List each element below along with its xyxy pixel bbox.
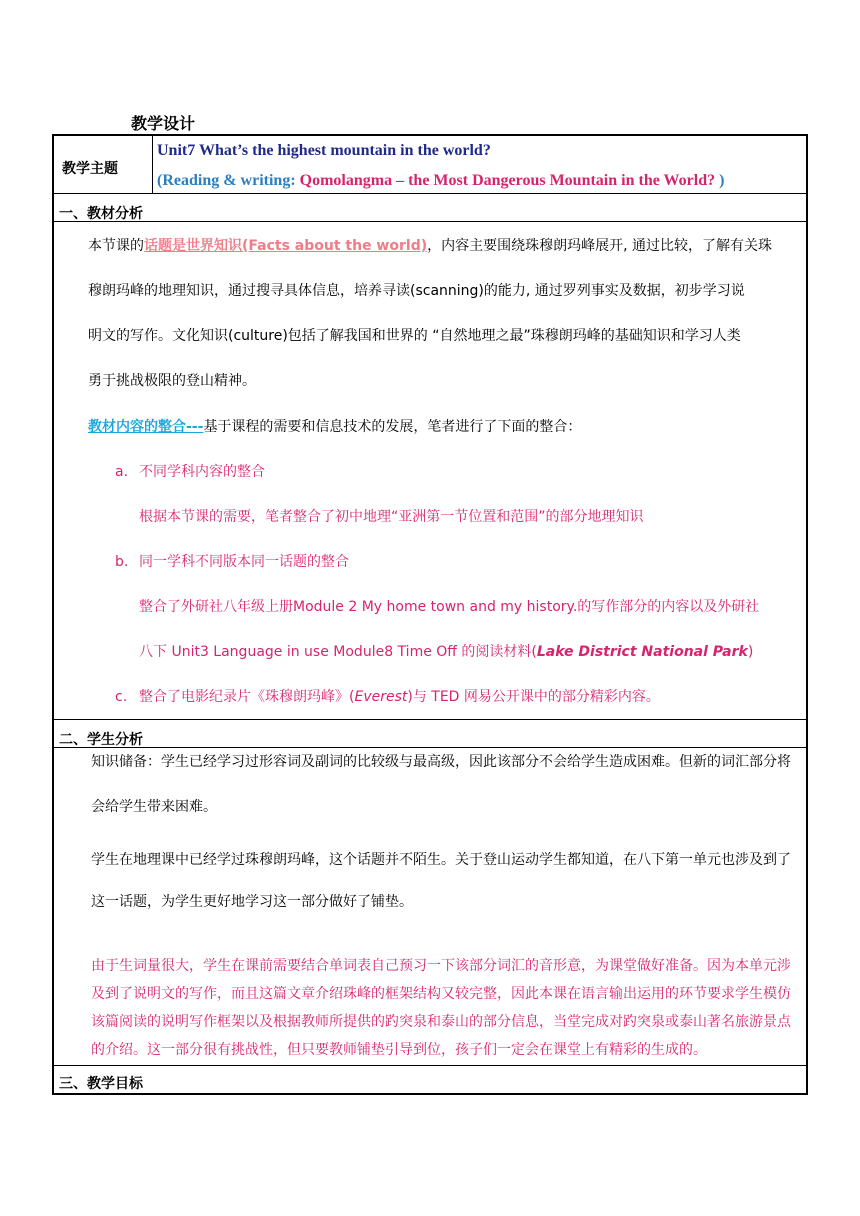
list-item-detail bbox=[139, 642, 753, 662]
section-heading: 一、教材分析 bbox=[59, 206, 143, 222]
topic-line1: Unit7 What’s the highest mountain in the world? bbox=[157, 142, 491, 159]
row-divider bbox=[54, 747, 806, 748]
row-divider bbox=[54, 719, 806, 720]
paragraph-line: 知识储备：学生已经学习过形容词及副词的比较级与最高级，因此该部分不会给学生造成困难。但新的词汇部分将 bbox=[91, 754, 791, 770]
paragraph-line: 及到了说明文的写作，而且这篇文章介绍珠峰的框架结构又较完整，因此本课在语言输出运用的环节要求学生模仿 bbox=[91, 986, 791, 1002]
text-span: 整合了电影纪录片《珠穆朗玛峰》( bbox=[139, 689, 355, 705]
row-divider bbox=[54, 193, 806, 194]
paragraph-line: 会给学生带来困难。 bbox=[91, 799, 217, 815]
document-title: 教学设计 bbox=[131, 114, 196, 133]
lesson-plan-table bbox=[52, 134, 808, 1095]
list-item-title: 不同学科内容的整合 bbox=[139, 464, 265, 480]
row-divider bbox=[54, 1065, 806, 1066]
paragraph-line: 由于生词量很大，学生在课前需要结合单词表自己预习一下该部分词汇的音形意，为课堂做好准备。因为本单元涉 bbox=[91, 958, 791, 974]
topic-line2-open: (Reading & writing: bbox=[157, 172, 300, 189]
integration-line bbox=[88, 417, 581, 437]
paragraph-line bbox=[88, 236, 772, 256]
text-span: ，内容主要围绕珠穆朗玛峰展开, 通过比较，了解有关珠 bbox=[427, 238, 773, 254]
topic-column-divider bbox=[152, 136, 153, 193]
topic-line2-accent: Qomolangma – the Most Dangerous Mountain in the World? bbox=[299, 172, 716, 189]
text-span: 八下 Unit3 Language in use Module8 Time Off 的阅读材料( bbox=[139, 644, 537, 660]
section-heading: 三、教学目标 bbox=[59, 1076, 143, 1092]
topic-line2 bbox=[157, 172, 724, 190]
list-item-title bbox=[139, 687, 660, 707]
row-divider bbox=[54, 221, 806, 222]
paragraph-line: 的介绍。这一部分很有挑战性，但只要教师铺垫引导到位，孩子们一定会在课堂上有精彩的生成的。 bbox=[91, 1042, 707, 1058]
topic-label: 教学主题 bbox=[62, 161, 118, 177]
list-item-detail: 根据本节课的需要，笔者整合了初中地理“亚洲第一节位置和范围”的部分地理知识 bbox=[139, 509, 644, 525]
integration-label: 教材内容的整合--- bbox=[88, 419, 204, 435]
list-item-detail: 整合了外研社八年级上册Module 2 My home town and my history.的写作部分的内容以及外研社 bbox=[139, 599, 760, 615]
list-marker: a. bbox=[115, 464, 129, 480]
list-marker: b. bbox=[115, 554, 129, 570]
text-span: 基于课程的需要和信息技术的发展，笔者进行了下面的整合： bbox=[203, 419, 582, 435]
section-heading: 二、学生分析 bbox=[59, 732, 143, 748]
paragraph-line: 穆朗玛峰的地理知识，通过搜寻具体信息，培养寻读(scanning)的能力, 通过罗列事实及数据，初步学习说 bbox=[88, 283, 745, 299]
text-span: )与 TED 网易公开课中的部分精彩内容。 bbox=[407, 689, 660, 705]
paragraph-line: 该篇阅读的说明写作框架以及根据教师所提供的趵突泉和泰山的部分信息，当堂完成对趵突泉或泰山著名旅游景点 bbox=[91, 1014, 791, 1030]
text-span: ) bbox=[747, 644, 754, 660]
paragraph-line: 学生在地理课中已经学过珠穆朗玛峰，这个话题并不陌生。关于登山运动学生都知道，在八下第一单元也涉及到了 bbox=[91, 852, 791, 868]
list-item-title: 同一学科不同版本同一话题的整合 bbox=[139, 554, 349, 570]
topic-line2-close: ) bbox=[715, 172, 725, 189]
topic-highlight: 话题是世界知识(Facts about the world) bbox=[144, 238, 428, 254]
paragraph-line: 勇于挑战极限的登山精神。 bbox=[88, 373, 256, 389]
paragraph-line: 明文的写作。文化知识(culture)包括了解我国和世界的 “自然地理之最”珠穆朗玛峰的基础知识和学习人类 bbox=[88, 328, 741, 344]
paragraph-line: 这一话题，为学生更好地学习这一部分做好了铺垫。 bbox=[91, 894, 413, 910]
list-marker: c. bbox=[115, 689, 128, 705]
italic-title: Lake District National Park bbox=[536, 644, 748, 660]
italic-title: Everest bbox=[354, 689, 408, 705]
text-span: 本节课的 bbox=[88, 238, 144, 254]
